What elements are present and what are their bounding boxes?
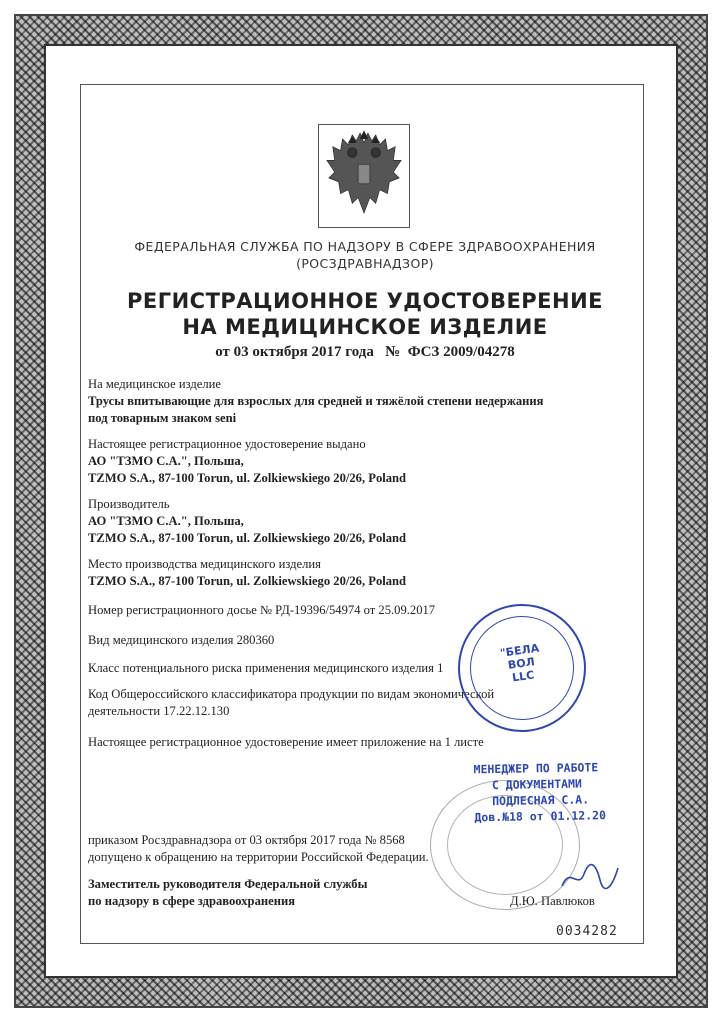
issued-to-section [88, 436, 608, 487]
agency-header [90, 238, 640, 272]
risk-class: Класс потенциального риска применения медицинского изделия 1 [88, 661, 444, 675]
manufacturer-company: АО "ТЗМО С.А.", Польша, [88, 514, 244, 528]
coat-of-arms-icon [318, 124, 410, 228]
device-section [88, 376, 608, 427]
handwritten-signature-icon [560, 860, 620, 894]
order-line-1: приказом Росздравнадзора от 03 октября 2017 года № 8568 [88, 833, 405, 847]
signatory-name: Д.Ю. Павлюков [510, 894, 595, 908]
device-name-line-2: под товарным знаком seni [88, 411, 237, 425]
okp-code-line-1: Код Общероссийского классификатора продукции по видам экономической [88, 687, 495, 701]
signatory-title-line-1: Заместитель руководителя Федеральной службы [88, 877, 368, 891]
manager-stamp-line-4: Дов.№18 от 01.12.20 [474, 808, 607, 825]
registration-date: 03 октября 2017 года [233, 344, 374, 360]
manager-stamp-line-3: ПОДЛЕСНАЯ С.А. [492, 792, 590, 809]
device-type: Вид медицинского изделия 280360 [88, 633, 275, 647]
manager-stamp [473, 759, 634, 826]
okp-code-line-2: деятельности 17.22.12.130 [88, 704, 230, 718]
dossier-number: Номер регистрационного досье № РД-19396/54974 от 25.09.2017 [88, 603, 436, 617]
manufacturer-label: Производитель [88, 497, 170, 511]
registration-line [90, 344, 640, 361]
title-line-2: НА МЕДИЦИНСКОЕ ИЗДЕЛИЕ [182, 315, 548, 339]
document-title [90, 288, 640, 340]
appendix-note: Настоящее регистрационное удостоверение имеет приложение на 1 листе [88, 735, 484, 749]
double-headed-eagle-icon [319, 125, 409, 227]
issued-to-company: АО "ТЗМО С.А.", Польша, [88, 454, 244, 468]
agency-name: ФЕДЕРАЛЬНАЯ СЛУЖБА ПО НАДЗОРУ В СФЕРЕ ЗДРАВООХРАНЕНИЯ [134, 239, 596, 254]
serial-number: 0034282 [556, 924, 618, 939]
issued-to-address: TZMO S.A., 87-100 Torun, ul. Zolkiewskiego 20/26, Poland [88, 471, 407, 485]
issued-to-label: Настоящее регистрационное удостоверение выдано [88, 437, 366, 451]
order-line-2: допущено к обращению на территории Российской Федерации. [88, 850, 429, 864]
company-stamp-line-1: "БЕЛА ВОЛ [499, 641, 540, 672]
production-site-address: TZMO S.A., 87-100 Torun, ul. Zolkiewskiego 20/26, Poland [88, 574, 407, 588]
company-stamp-line-2: LLC [511, 668, 536, 685]
title-line-1: РЕГИСТРАЦИОННОЕ УДОСТОВЕРЕНИЕ [126, 289, 604, 313]
manufacturer-address: TZMO S.A., 87-100 Torun, ul. Zolkiewskiego 20/26, Poland [88, 531, 407, 545]
production-site-section [88, 556, 608, 590]
device-name-line-1: Трусы впитывающие для взрослых для средней и тяжёлой степени недержания [88, 394, 544, 408]
registration-number: ФСЗ 2009/04278 [407, 344, 515, 360]
agency-abbreviation: (РОСЗДРАВНАДЗОР) [296, 256, 434, 271]
date-prefix: от [215, 344, 230, 360]
device-label: На медицинское изделие [88, 377, 221, 391]
signatory-title-line-2: по надзору в сфере здравоохранения [88, 894, 296, 908]
manager-stamp-line-2: С ДОКУМЕНТАМИ [491, 776, 582, 793]
manager-stamp-line-1: МЕНЕДЖЕР ПО РАБОТЕ [473, 760, 599, 777]
company-stamp-text [489, 640, 554, 687]
manufacturer-section [88, 496, 608, 547]
production-site-label: Место производства медицинского изделия [88, 557, 321, 571]
number-prefix: № [385, 344, 401, 360]
